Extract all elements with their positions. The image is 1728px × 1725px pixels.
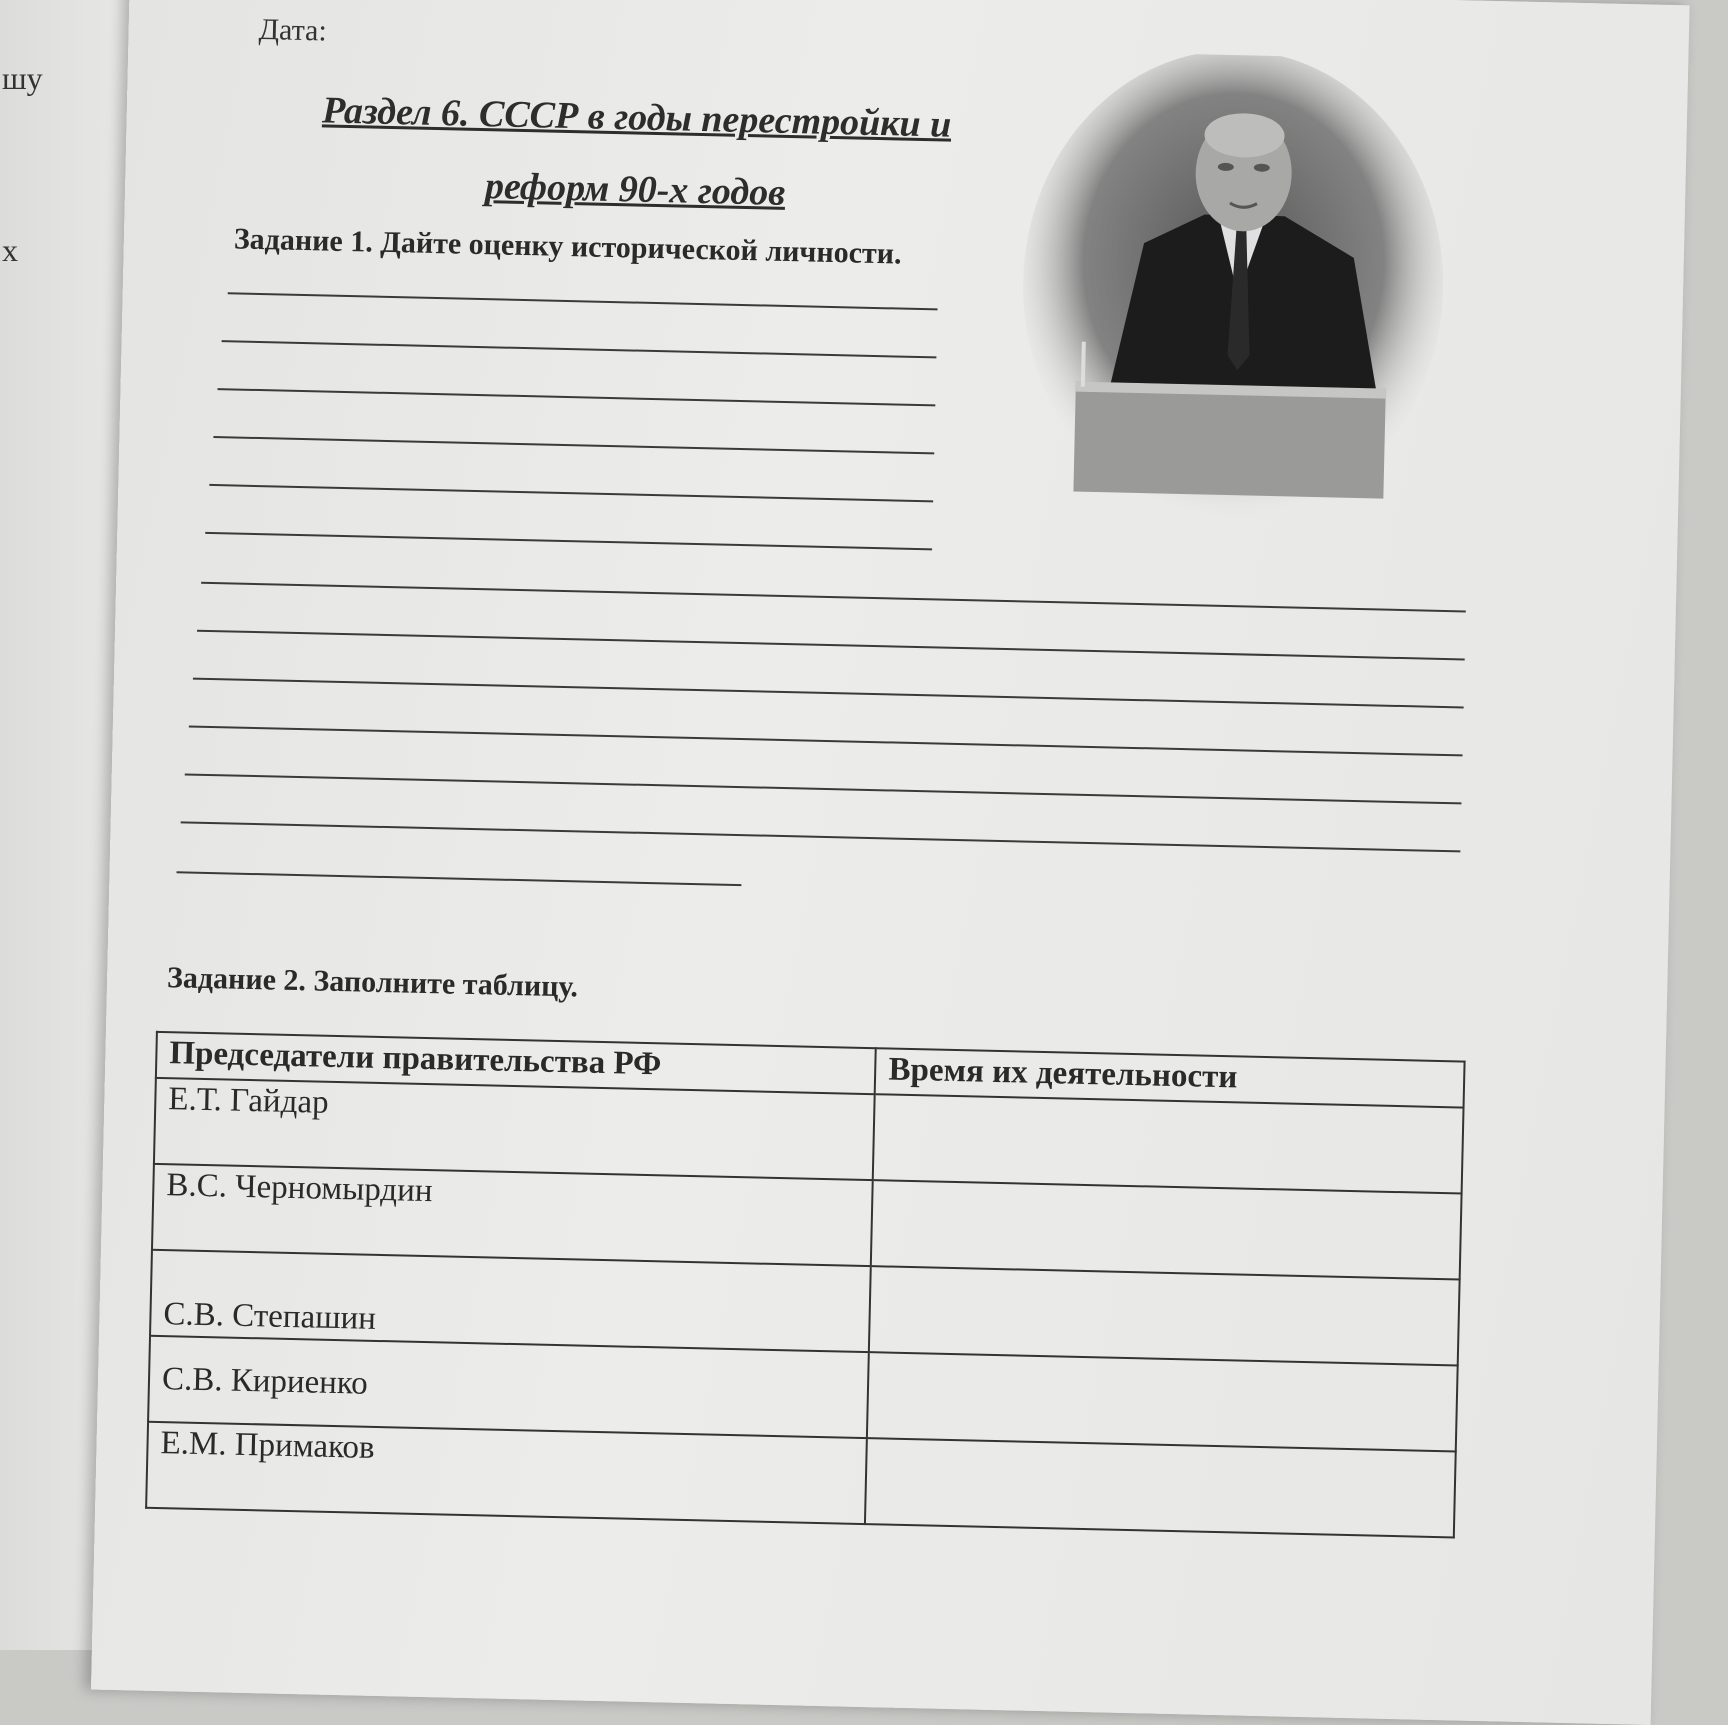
period-cell[interactable] xyxy=(871,1180,1461,1279)
answer-line[interactable] xyxy=(205,532,932,550)
premier-name-cell: Е.М. Примаков xyxy=(146,1422,867,1524)
period-cell[interactable] xyxy=(867,1352,1457,1451)
period-cell[interactable] xyxy=(865,1438,1455,1537)
period-cell[interactable] xyxy=(869,1266,1459,1365)
left-page-fragment: х xyxy=(2,232,18,268)
premier-name-cell: С.В. Степашин xyxy=(150,1250,871,1352)
worksheet-page xyxy=(91,0,1690,1725)
task2-heading: Задание 2. Заполните таблицу. xyxy=(166,961,579,1004)
left-page-fragment: шу xyxy=(2,60,43,96)
answer-line[interactable] xyxy=(193,678,1464,709)
answer-line[interactable] xyxy=(217,388,935,406)
portrait-photo xyxy=(1018,50,1449,529)
date-label: Дата: xyxy=(258,12,328,48)
answer-line[interactable] xyxy=(201,582,1466,613)
answer-line[interactable] xyxy=(185,773,1462,804)
premier-name-cell: Е.Т. Гайдар xyxy=(154,1078,875,1180)
section-title xyxy=(264,73,1007,234)
section-title-line: Раздел 6. СССР в годы перестройки и xyxy=(321,89,952,146)
answer-line[interactable] xyxy=(197,630,1465,661)
answer-line[interactable] xyxy=(209,484,933,502)
table-header-cell: Время их деятельности xyxy=(875,1048,1465,1107)
answer-line[interactable] xyxy=(228,292,938,310)
period-cell[interactable] xyxy=(873,1094,1463,1193)
answer-line[interactable] xyxy=(222,340,937,358)
premiers-table xyxy=(145,1031,1466,1539)
premier-name-cell: С.В. Кириенко xyxy=(148,1336,869,1438)
table-header-cell: Председатели правительства РФ xyxy=(156,1032,876,1094)
answer-line[interactable] xyxy=(177,871,742,886)
premier-name-cell: В.С. Черномырдин xyxy=(152,1164,873,1266)
answer-line[interactable] xyxy=(189,726,1463,757)
task1-heading: Задание 1. Дайте оценку исторической личности. xyxy=(233,222,902,271)
section-title-line: реформ 90-х годов xyxy=(484,165,786,214)
answer-line[interactable] xyxy=(213,436,934,454)
answer-line[interactable] xyxy=(181,821,1461,852)
